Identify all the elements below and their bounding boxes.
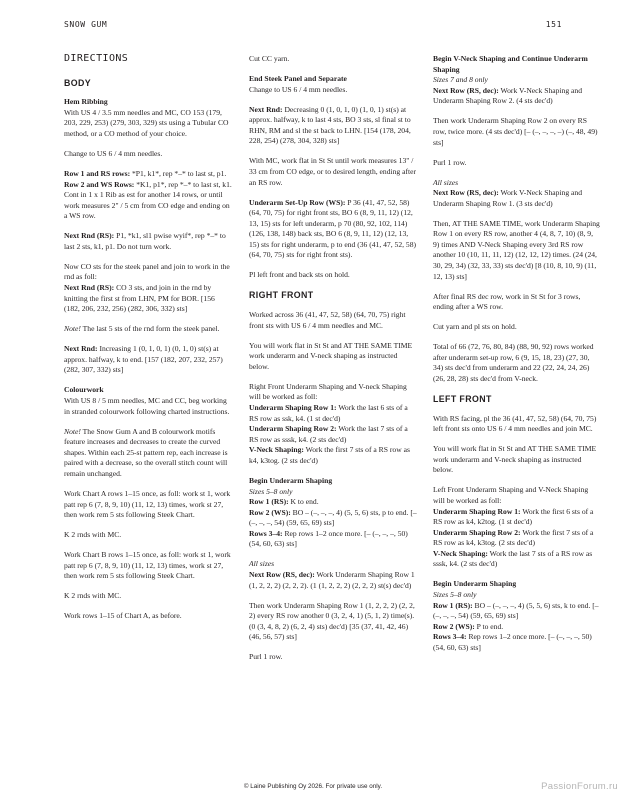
row-text: Work the last 7 sts of a RS row as sssk, k4. (2 sts dec'd) <box>249 424 408 444</box>
row-text: *P1, k1*, rep *–* to last st, p1. <box>130 168 227 178</box>
instruction-row <box>433 188 601 209</box>
row-label: Next Rnd: <box>249 104 283 114</box>
paragraph: Cont in 1 x 1 Rib as est for another 14 rows, or until work measures 2" / 5 cm from CO edge and ending on a WS row. <box>64 190 230 221</box>
row-text: P 36 (41, 47, 52, 58) (64, 70, 75) for right front sts, BO 6 (8, 9, 11, 12) (12, 13, 15) sts for left underarm, p 70 (80, 92, 102, 114) (126, 138, 148) back sts, BO 6 (8, 9, 11, 12) (12, 13, 15) sts for right underarm, p to end (36 (41, 47, 52, 58) (64, 70, 75) sts for right front sts). <box>249 197 417 260</box>
row-text: Work the first 7 sts of a RS row as k4, k3tog. (2 sts dec'd) <box>433 527 594 548</box>
column-1 <box>64 54 232 631</box>
instruction-row <box>249 529 417 550</box>
column-3 <box>433 54 601 654</box>
paragraph: Purl 1 row. <box>433 157 467 167</box>
row-text: Decreasing 0 (1, 0, 1, 0) (1, 0, 1) st(s) at approx. halfway, k to last 4 sts, BO 3 sts, sl final st to RHN, RM and sl the st back to LHN. [154 (178, 204, 228, 254) (278, 304, 328) sts] <box>249 104 411 146</box>
row-label: Underarm Shaping Row 1: <box>249 402 337 412</box>
right-front-heading: RIGHT FRONT <box>249 290 314 301</box>
paragraph: Then work Underarm Shaping Row 1 (1, 2, 2, 2) (2, 2, 2) every RS row another 0 (3, 2, 4, 1) (5, 1, 2) time(s). (0 (3, 4, 8, 2) (6, 2, 4) sts) dec'd) [35 (37, 41, 42, 46) (46, 56, 57) sts] <box>249 600 415 642</box>
instruction-row <box>64 231 232 252</box>
row-label: Rows 3–4: <box>249 528 283 538</box>
instruction-row <box>249 445 417 466</box>
instruction-row <box>64 283 232 315</box>
instruction-row <box>249 198 417 262</box>
note <box>64 427 232 480</box>
row-text: P to end. <box>474 621 504 631</box>
instruction-row <box>249 497 417 508</box>
note-label: Note! <box>64 324 81 334</box>
instruction-row <box>249 570 417 591</box>
row-text: Increasing 1 (0, 1, 0, 1) (0, 1, 0) st(s) at approx. halfway, k to end. [157 (182, 207, 232, 257) (282, 307, 332) sts] <box>64 344 223 375</box>
begin-vneck-heading: Begin V-Neck Shaping and Continue Underarm Shaping <box>433 54 588 74</box>
row-text: Work the first 7 sts of a RS row as k4, k3tog. (2 sts dec'd) <box>249 445 410 465</box>
copyright-footer: © Laine Publishing Oy 2026. For private use only. <box>243 783 383 790</box>
directions-heading: DIRECTIONS <box>64 53 129 64</box>
instruction-row <box>249 424 417 445</box>
row-label: Row 2 (WS): <box>433 621 475 631</box>
watermark: PassionForum.ru <box>541 781 618 792</box>
instruction-row <box>433 622 601 633</box>
row-label: Underarm Shaping Row 2: <box>433 527 521 537</box>
instruction-row <box>249 105 417 147</box>
row-label: Row 1 and RS rows: <box>64 168 131 178</box>
row-label: Next Row (RS, dec): <box>433 188 499 198</box>
note-text: The Snow Gum A and B colourwork motifs feature increases and decreases to create the curved shapes. Within each 25-st pattern rep, each increase is paired with a decrease, so the overall stitch count will remain unchanged. <box>64 426 228 478</box>
note-label: Note! <box>64 426 81 436</box>
paragraph: Pl left front and back sts on hold. <box>249 270 350 280</box>
paragraph: After final RS dec row, work in St St for 3 rows, ending after a WS row. <box>433 291 581 312</box>
row-label: Next Rnd: <box>64 344 98 354</box>
paragraph: With MC, work flat in St St until work measures 13" / 33 cm from CO edge, or to desired length, ending after an RS row. <box>249 156 417 187</box>
paragraph: Change to US 6 / 4 mm needles. <box>249 84 348 94</box>
paragraph: Change to US 6 / 4 mm needles. <box>64 148 163 158</box>
begin-underarm-heading: Begin Underarm Shaping <box>249 475 333 485</box>
page-number: 151 <box>545 20 562 29</box>
row-text: *K1, p1*, rep *–* to last st, k1. <box>134 179 232 189</box>
hem-ribbing-heading: Hem Ribbing <box>64 97 108 107</box>
row-text: Work V-Neck Shaping and Underarm Shaping Row 2. (4 sts dec'd) <box>433 85 582 106</box>
row-text: Work the first 6 sts of a RS row as k4, k2tog. (1 st dec'd) <box>433 506 594 527</box>
paragraph: Work Chart B rows 1–15 once, as foll: work st 1, work patt rep 6 (7, 8, 9, 10) (11, 12, 13) times, work st 27, then work rem 5 sts following Steek Chart. <box>64 550 231 581</box>
paragraph: Cut yarn and pl sts on hold. <box>433 322 517 332</box>
paragraph: Work Chart A rows 1–15 once, as foll: work st 1, work patt rep 6 (7, 8, 9, 10) (11, 12, 13) times, work st 27, then work rem 5 sts following Steek Chart. <box>64 488 231 520</box>
row-label: Next Rnd (RS): <box>64 283 115 293</box>
paragraph: With RS facing, pl the 36 (41, 47, 52, 58) (64, 70, 75) left front sts onto US 6 / 4 mm needles and join MC. <box>433 413 597 434</box>
row-text: Work Underarm Shaping Row 1 (1, 2, 2, 2) (2, 2, 2). (1 (1, 2, 2, 2) (2, 2, 2) st(s) dec'd) <box>249 570 415 590</box>
row-label: Row 2 and WS Rows: <box>64 179 135 189</box>
paragraph: K 2 rnds with MC. <box>64 530 122 540</box>
sizes-note: Sizes 5–8 only <box>249 486 293 496</box>
row-text: CO 3 sts, and join in the rnd by knitting the first st from LHN, PM for BOR. [156 (182, 206, 232, 256) (282, 306, 332) sts] <box>64 283 215 314</box>
running-header <box>64 20 562 32</box>
row-label: Next Rnd (RS): <box>64 231 115 241</box>
row-text: P1, *k1, sl1 pwise wyif*, rep *–* to last 2 sts, k1, p1. Do not turn work. <box>64 231 226 251</box>
paragraph: Purl 1 row. <box>249 652 283 662</box>
instruction-row <box>433 507 601 528</box>
row-label: Underarm Shaping Row 1: <box>433 506 521 516</box>
running-title: SNOW GUM <box>64 20 108 29</box>
instruction-row <box>433 86 601 107</box>
instruction-row <box>249 508 417 529</box>
note <box>64 324 232 335</box>
row-text: Work V-Neck Shaping and Underarm Shaping Row 1. (3 sts dec'd) <box>433 188 582 208</box>
body-heading: BODY <box>64 77 92 88</box>
instruction-row <box>64 344 232 376</box>
instruction-row <box>249 403 417 424</box>
sizes-note: All sizes <box>433 177 459 187</box>
paragraph: Right Front Underarm Shaping and V-neck Shaping will be worked as foll: <box>249 381 407 402</box>
instruction-row <box>433 528 601 549</box>
colourwork-heading: Colourwork <box>64 385 104 395</box>
row-label: Next Row (RS, dec): <box>249 570 315 580</box>
row-text: Rep rows 1–2 once more. [– (–, –, –, 50) (54, 60, 63) sts] <box>249 528 408 549</box>
column-2 <box>249 54 417 672</box>
sizes-note: Sizes 7 and 8 only <box>433 75 488 85</box>
row-text: Work the last 6 sts of a RS row as ssk, k4. (1 st dec'd) <box>249 402 408 423</box>
paragraph: Left Front Underarm Shaping and V-Neck Shaping will be worked as foll: <box>433 485 589 505</box>
row-label: Row 1 (RS): <box>433 600 473 610</box>
note-text: The last 5 sts of the rnd form the steek panel. <box>80 324 220 334</box>
row-label: Row 2 (WS): <box>249 507 291 517</box>
row-label: V-Neck Shaping: <box>433 548 488 558</box>
paragraph: Total of 66 (72, 76, 80, 84) (88, 90, 92) rows worked after underarm set-up row, 6 (9, 15, 18, 23) (27, 30, 34) sts dec'd from underarm and 22 (22, 24, 24, 26) (26, 28, 28) sts dec'd from V-neck. <box>433 342 594 383</box>
paragraph: K 2 rnds with MC. <box>64 591 122 601</box>
row-label: Underarm Set-Up Row (WS): <box>249 197 346 207</box>
paragraph: Work rows 1–15 of Chart A, as before. <box>64 611 182 621</box>
instruction-row <box>433 632 601 653</box>
row-text: BO – (–, –, –, 4) (5, 5, 6) sts, k to end. [– (–, –, –, 54) (59, 65, 69) sts] <box>433 600 599 621</box>
row-text: K to end. <box>288 497 319 507</box>
row-label: Rows 3–4: <box>433 632 467 642</box>
paragraph: Then, AT THE SAME TIME, work Underarm Shaping Row 1 on every RS row, another 4 (4, 8, 7, 10) (8, 9, 9) times AND V-Neck Shaping every 3rd RS row another 10 (10, 11, 11, 12) (12, 12, 12) times. (24 (24, 30, 29, 34) (32, 33, 33) sts dec'd) [8 (10, 8, 10, 9) (11, 12, 13) sts] <box>433 218 600 281</box>
paragraph: With US 4 / 3.5 mm needles and MC, CO 153 (179, 203, 229, 253) (279, 303, 329) sts using a Tubular CO method, or a CO method of your choice. <box>64 107 229 138</box>
paragraph: You will work flat in St St and AT THE SAME TIME work underarm and V-neck shaping as instructed below. <box>433 444 597 475</box>
row-text: BO – (–, –, –, 4) (5, 5, 6) sts, p to end. [– (–, –, –, 54) (59, 65, 69) sts] <box>249 507 417 528</box>
row-label: Row 1 (RS): <box>249 497 289 507</box>
paragraph: With US 8 / 5 mm needles, MC and CC, beg working in stranded colourwork following charted instructions. <box>64 395 230 416</box>
paragraph: Now CO sts for the steek panel and join to work in the rnd as foll: <box>64 261 230 282</box>
left-front-heading: LEFT FRONT <box>433 393 492 404</box>
sizes-note: All sizes <box>249 559 275 569</box>
paragraph: Then work Underarm Shaping Row 2 on every RS row, twice more. (4 sts dec'd) [– (–, –, –, –) (–, 48, 49) sts] <box>433 116 598 147</box>
end-steek-heading: End Steek Panel and Separate <box>249 73 347 83</box>
row-text: Rep rows 1–2 once more. [– (–, –, –, 50) (54, 60, 63) sts] <box>433 632 592 653</box>
sizes-note: Sizes 5–8 only <box>433 590 477 600</box>
instruction-row <box>433 601 601 622</box>
row-label: Underarm Shaping Row 2: <box>249 424 337 434</box>
instruction-row <box>433 549 601 570</box>
paragraph: You will work flat in St St and AT THE SAME TIME work underarm and V-neck shaping as instructed below. <box>249 340 413 371</box>
begin-underarm-heading: Begin Underarm Shaping <box>433 579 517 589</box>
row-label: Next Row (RS, dec): <box>433 85 499 95</box>
row-label: V-Neck Shaping: <box>249 445 304 455</box>
instruction-row <box>64 180 232 191</box>
instruction-row <box>64 169 232 180</box>
row-text: Work the last 7 sts of a RS row as sssk, k4. (2 sts dec'd) <box>433 548 593 569</box>
paragraph: Cut CC yarn. <box>249 54 290 63</box>
paragraph: Worked across 36 (41, 47, 52, 58) (64, 70, 75) right front sts with US 6 / 4 mm needles and MC. <box>249 310 406 330</box>
